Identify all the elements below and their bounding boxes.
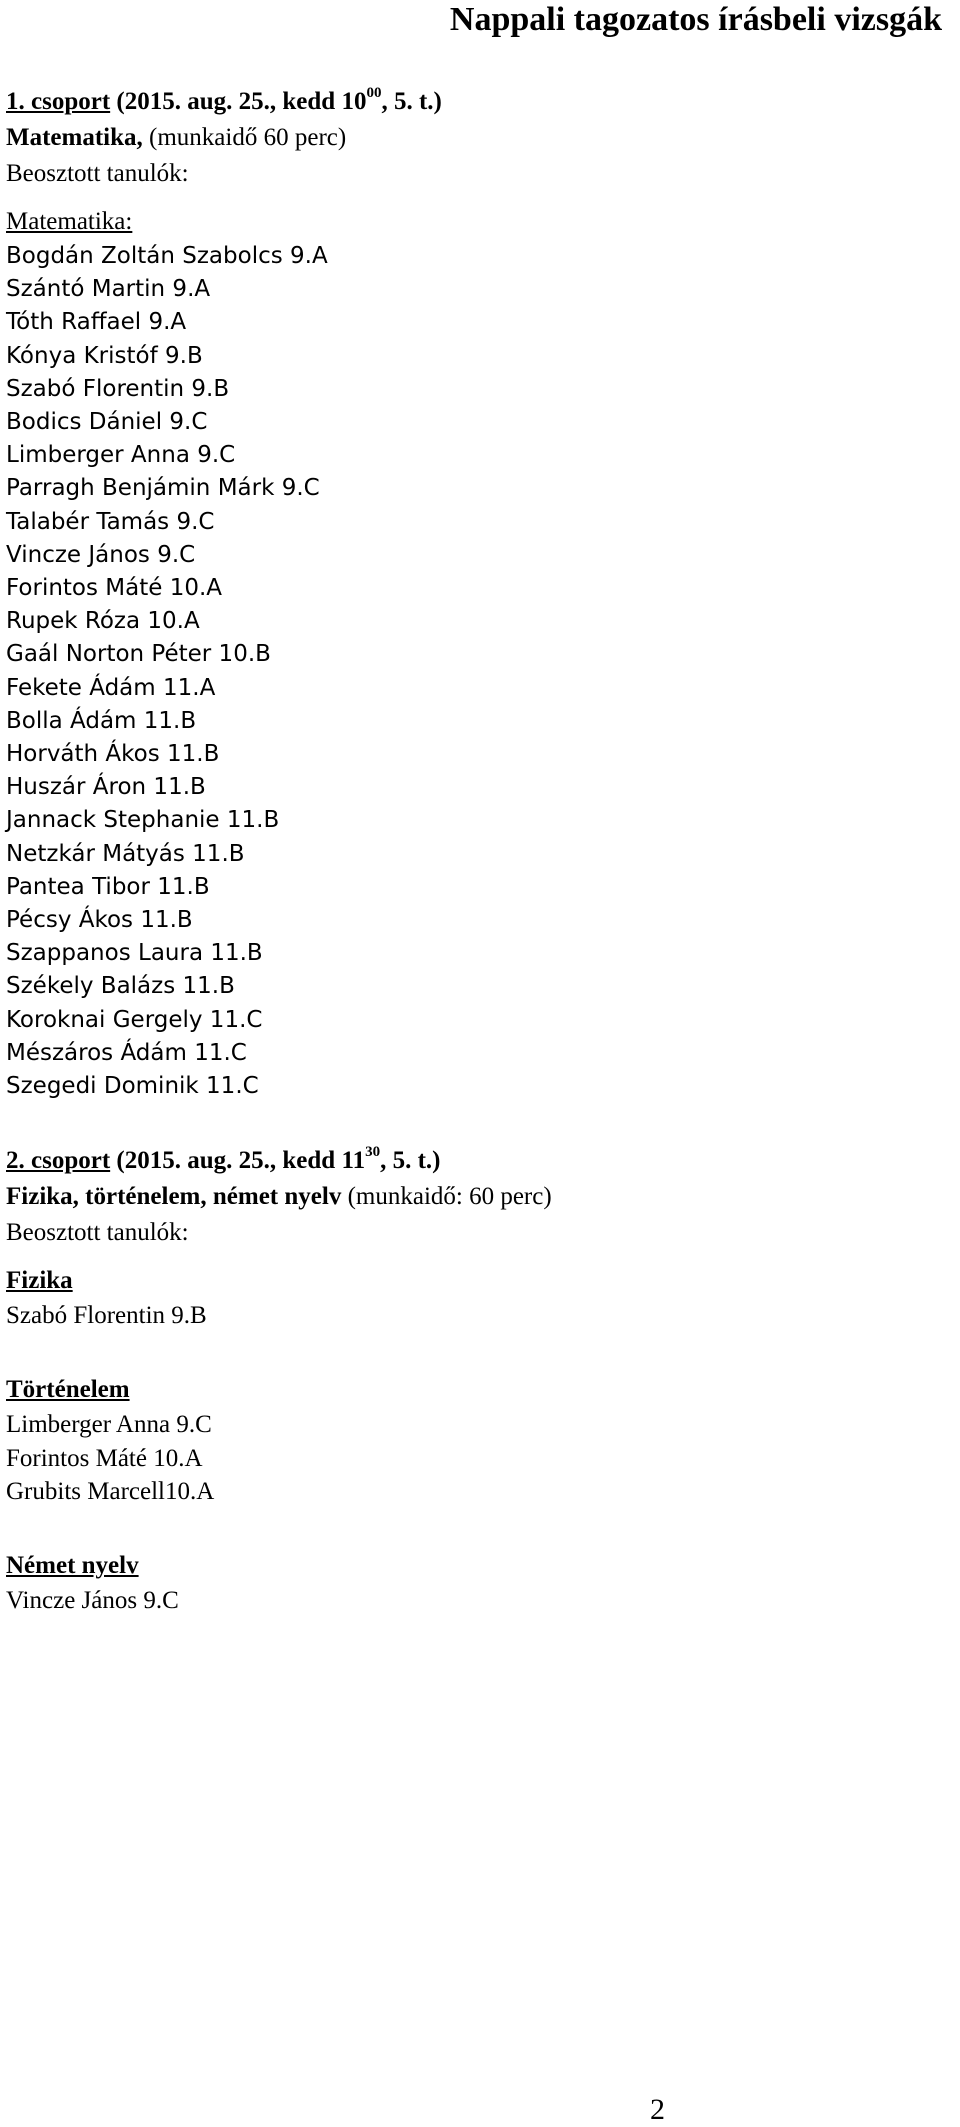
student-list-item: Bogdán Zoltán Szabolcs 9.A <box>6 243 328 269</box>
student-list-item: Szegedi Dominik 11.C <box>6 1073 259 1100</box>
group2-subject-line <box>6 1179 936 1215</box>
student-list-item: Koroknai Gergely 11.C <box>6 1006 263 1033</box>
student-list-item: Székely Balázs 11.B <box>6 973 235 1000</box>
student-list-item: Pécsy Ákos 11.B <box>6 907 193 934</box>
student-list-item: Fekete Ádám 11.A <box>6 674 216 701</box>
student-list-item: Szántó Martin 9.A <box>6 276 211 303</box>
group1-duration: (munkaidő 60 perc) <box>142 124 347 151</box>
student-list-item: Szabó Florentin 9.B <box>6 1302 207 1330</box>
student-list-item: Szabó Florentin 9.B <box>6 375 230 402</box>
group2-subject: Fizika, történelem, német nyelv <box>6 1183 342 1211</box>
student-list-item: Kónya Kristóf 9.B <box>6 342 203 369</box>
student-list-item: Bodics Dániel 9.C <box>6 409 208 436</box>
student-list-item: Szappanos Laura 11.B <box>6 940 263 967</box>
group1-subject: Matematika, <box>6 124 143 151</box>
group1-assigned-label: Beosztott tanulók: <box>6 160 189 187</box>
student-list-item: Grubits Marcell10.A <box>6 1477 215 1505</box>
student-list-item: Forintos Máté 10.A <box>6 575 223 602</box>
document-body <box>6 84 936 1617</box>
student-list-item: Vincze János 9.C <box>6 1587 179 1615</box>
section-heading-matematika: Matematika: <box>6 208 133 235</box>
student-list-item: Vincze János 9.C <box>6 541 196 568</box>
student-list-item: Parragh Benjámin Márk 9.C <box>6 475 320 502</box>
student-list-item: Forintos Máté 10.A <box>6 1444 203 1472</box>
student-list-item: Talabér Tamás 9.C <box>6 508 215 535</box>
group2-number: 2. csoport <box>6 1147 111 1175</box>
student-list-item: Limberger Anna 9.C <box>6 442 236 469</box>
group2-header <box>6 1143 936 1179</box>
student-list-item: Tóth Raffael 9.A <box>6 309 187 336</box>
group2-assigned-label: Beosztott tanulók: <box>6 1219 189 1247</box>
group2-date: (2015. aug. 25., kedd 11 <box>110 1147 366 1175</box>
section-heading-tortenelem: Történelem <box>6 1376 130 1404</box>
group1-header <box>6 84 936 120</box>
student-list-item: Gaál Norton Péter 10.B <box>6 641 271 668</box>
student-list-item: Pantea Tibor 11.B <box>6 873 210 900</box>
student-list-item: Bolla Ádám 11.B <box>6 707 197 734</box>
student-list-item: Netzkár Mátyás 11.B <box>6 840 245 867</box>
page-title: Nappali tagozatos írásbeli vizsgák <box>449 1 942 38</box>
group2-time-sup: 30 <box>365 1144 381 1161</box>
group2-date-end: , 5. t.) <box>380 1147 441 1175</box>
student-list-matematika <box>6 240 936 1103</box>
student-list-item: Huszár Áron 11.B <box>6 774 206 801</box>
student-list-item: Limberger Anna 9.C <box>6 1411 212 1439</box>
group1-date-end: , 5. t.) <box>381 88 442 115</box>
group1-date: (2015. aug. 25., kedd 10 <box>110 88 367 115</box>
student-list-item: Mészáros Ádám 11.C <box>6 1039 247 1066</box>
section-heading-fizika: Fizika <box>6 1267 73 1295</box>
group2-duration: (munkaidő: 60 perc) <box>341 1183 552 1211</box>
page-number: 2 <box>650 2093 665 2126</box>
student-list-item: Horváth Ákos 11.B <box>6 741 220 768</box>
student-list-nemet-nyelv <box>6 1584 936 1617</box>
group1-number: 1. csoport <box>6 88 111 115</box>
section-heading-nemet-nyelv: Német nyelv <box>6 1552 139 1580</box>
student-list-item: Rupek Róza 10.A <box>6 608 200 635</box>
group1-time-sup: 00 <box>366 85 382 101</box>
student-list-fizika <box>6 1299 936 1332</box>
student-list-item: Jannack Stephanie 11.B <box>6 807 280 834</box>
student-list-tortenelem <box>6 1408 936 1508</box>
group1-subject-line <box>6 120 936 156</box>
